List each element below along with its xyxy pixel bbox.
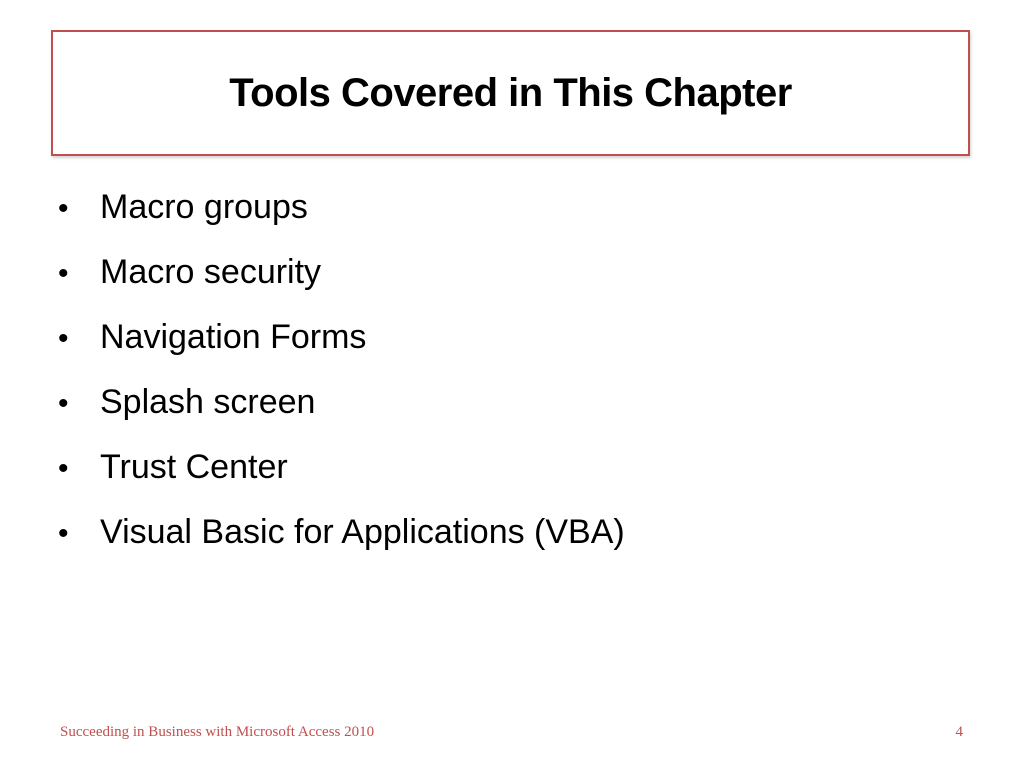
list-item [58, 513, 625, 578]
bullet-text: Splash screen [100, 383, 316, 421]
list-item [58, 188, 625, 253]
list-item [58, 383, 625, 448]
bullet-list [58, 188, 625, 578]
title-box [51, 30, 970, 156]
bullet-text: Macro groups [100, 188, 308, 226]
slide-title: Tools Covered in This Chapter [229, 70, 792, 115]
list-item [58, 318, 625, 383]
bullet-icon: • [58, 257, 69, 290]
list-item [58, 448, 625, 513]
bullet-icon: • [58, 517, 69, 550]
bullet-icon: • [58, 322, 69, 355]
footer-text: Succeeding in Business with Microsoft Access 2010 [60, 724, 375, 740]
list-item [58, 253, 625, 318]
page-number: 4 [955, 724, 963, 740]
bullet-text: Trust Center [100, 448, 288, 486]
bullet-icon: • [58, 452, 69, 485]
bullet-icon: • [58, 192, 69, 225]
bullet-text: Macro security [100, 253, 322, 291]
bullet-icon: • [58, 387, 69, 420]
bullet-text: Visual Basic for Applications (VBA) [100, 513, 625, 551]
bullet-text: Navigation Forms [100, 318, 367, 356]
